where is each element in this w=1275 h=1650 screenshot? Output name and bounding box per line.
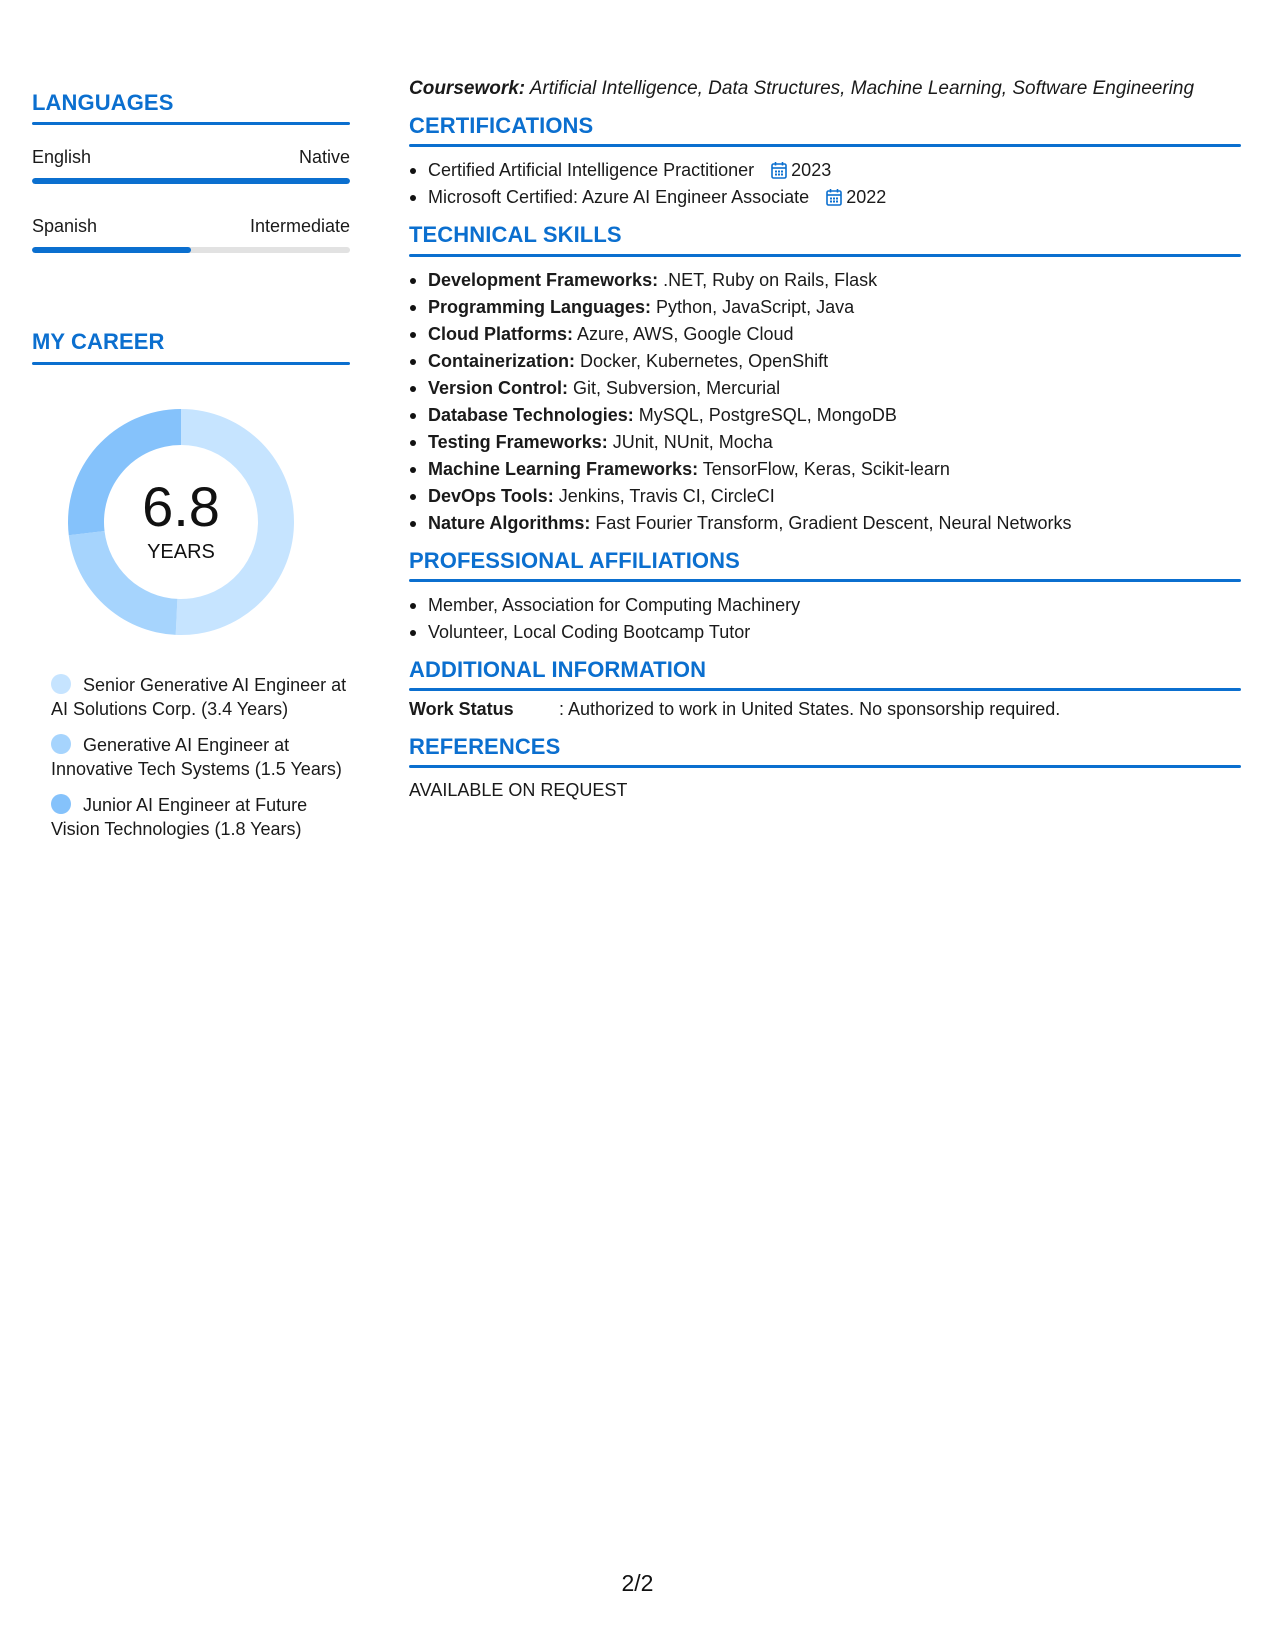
skill-values: .NET, Ruby on Rails, Flask — [663, 269, 878, 290]
page-number: 2/2 — [621, 1570, 654, 1596]
career-divider — [32, 362, 350, 365]
certification-year: 2022 — [846, 187, 887, 208]
career-section — [32, 329, 350, 840]
language-name: Spanish — [32, 216, 98, 237]
skill-category: Development Frameworks: — [428, 269, 659, 290]
career-heading: MY CAREER — [32, 329, 165, 355]
languages-divider — [32, 122, 350, 125]
work-status-row — [409, 699, 1241, 720]
skill-item — [409, 348, 1241, 375]
career-donut-center — [66, 407, 296, 637]
skill-values: Python, JavaScript, Java — [656, 296, 855, 317]
language-proficiency-fill — [32, 247, 191, 253]
certification-name: Certified Artificial Intelligence Practitioner — [428, 160, 755, 181]
skill-category: Nature Algorithms: — [428, 512, 591, 533]
skill-values: Docker, Kubernetes, OpenShift — [580, 350, 829, 371]
skill-category: Database Technologies: — [428, 404, 634, 425]
career-legend-item — [32, 733, 350, 781]
language-level: Native — [298, 147, 350, 168]
certifications-divider — [409, 144, 1241, 147]
affiliations-divider — [409, 579, 1241, 582]
certifications-list — [409, 157, 1241, 211]
certification-year: 2023 — [791, 160, 832, 181]
skill-values: Fast Fourier Transform, Gradient Descent, Neural Networks — [595, 512, 1072, 533]
skill-category: Containerization: — [428, 350, 575, 371]
references-divider — [409, 765, 1241, 768]
language-item — [32, 216, 350, 253]
affiliations-list — [409, 592, 1241, 646]
legend-dot-icon — [51, 794, 71, 814]
career-role-label: Junior AI Engineer at Future Vision Technologies (1.8 Years) — [51, 794, 308, 839]
career-legend-item — [32, 793, 350, 841]
skill-values: Jenkins, Travis CI, CircleCI — [558, 485, 775, 506]
certifications-section — [409, 113, 1241, 211]
skill-item — [409, 375, 1241, 402]
skill-values: Azure, AWS, Google Cloud — [577, 323, 794, 344]
affiliation-item: Member, Association for Computing Machinery — [409, 592, 1241, 619]
calendar-icon — [771, 161, 787, 179]
skill-category: Testing Frameworks: — [428, 431, 608, 452]
language-level: Intermediate — [249, 216, 350, 237]
references-text: AVAILABLE ON REQUEST — [409, 780, 628, 801]
additional-info-heading: ADDITIONAL INFORMATION — [409, 656, 707, 682]
career-role-label: Generative AI Engineer at Innovative Tech Systems (1.5 Years) — [51, 734, 342, 779]
language-item — [32, 147, 350, 184]
affiliation-item: Volunteer, Local Coding Bootcamp Tutor — [409, 619, 1241, 646]
language-name: English — [32, 147, 92, 168]
coursework-line — [409, 78, 1241, 100]
additional-info-divider — [409, 688, 1241, 691]
skill-item — [409, 456, 1241, 483]
career-donut-chart — [66, 407, 296, 637]
language-proficiency-bar — [32, 247, 350, 253]
skill-category: DevOps Tools: — [428, 485, 554, 506]
skill-item — [409, 429, 1241, 456]
career-role-label: Senior Generative AI Engineer at AI Solutions Corp. (3.4 Years) — [51, 674, 347, 719]
skill-item — [409, 321, 1241, 348]
career-legend — [32, 673, 350, 841]
skill-values: TensorFlow, Keras, Scikit-learn — [702, 458, 950, 479]
skills-section — [409, 222, 1241, 536]
skill-item — [409, 483, 1241, 510]
skill-item — [409, 402, 1241, 429]
left-column — [32, 90, 350, 853]
coursework-label: Coursework: — [409, 78, 526, 99]
right-column — [409, 78, 1241, 801]
affiliations-heading: PROFESSIONAL AFFILIATIONS — [409, 547, 740, 573]
skill-category: Cloud Platforms: — [428, 323, 574, 344]
skill-item — [409, 294, 1241, 321]
skills-divider — [409, 254, 1241, 257]
skill-item — [409, 510, 1241, 537]
skill-values: JUnit, NUnit, Mocha — [612, 431, 773, 452]
skills-list — [409, 267, 1241, 537]
calendar-icon — [826, 188, 842, 206]
skill-values: MySQL, PostgreSQL, MongoDB — [638, 404, 897, 425]
career-total-years: 6.8 — [142, 475, 220, 539]
certification-item — [409, 157, 1241, 184]
skill-values: Git, Subversion, Mercurial — [573, 377, 781, 398]
legend-dot-icon — [51, 674, 71, 694]
references-section — [409, 734, 1241, 801]
certification-name: Microsoft Certified: Azure AI Engineer Associate — [428, 187, 810, 208]
skills-heading: TECHNICAL SKILLS — [409, 222, 622, 248]
skill-item — [409, 267, 1241, 294]
affiliations-section — [409, 548, 1241, 646]
additional-info-section — [409, 657, 1241, 720]
certifications-heading: CERTIFICATIONS — [409, 113, 594, 138]
language-proficiency-bar — [32, 178, 350, 184]
references-heading: REFERENCES — [409, 734, 561, 760]
certification-item — [409, 184, 1241, 211]
languages-section — [32, 90, 350, 253]
language-proficiency-fill — [32, 178, 350, 184]
skill-category: Version Control: — [428, 377, 569, 398]
career-total-unit: YEARS — [147, 541, 215, 564]
languages-heading: LANGUAGES — [32, 90, 174, 115]
legend-dot-icon — [51, 734, 71, 754]
coursework-text: Artificial Intelligence, Data Structures, Machine Learning, Software Engineering — [529, 78, 1195, 99]
skill-category: Machine Learning Frameworks: — [428, 458, 699, 479]
career-legend-item — [32, 673, 350, 721]
skill-category: Programming Languages: — [428, 296, 652, 317]
work-status-label: Work Status — [409, 699, 514, 720]
work-status-value: : Authorized to work in United States. No sponsorship required. — [559, 699, 1061, 720]
